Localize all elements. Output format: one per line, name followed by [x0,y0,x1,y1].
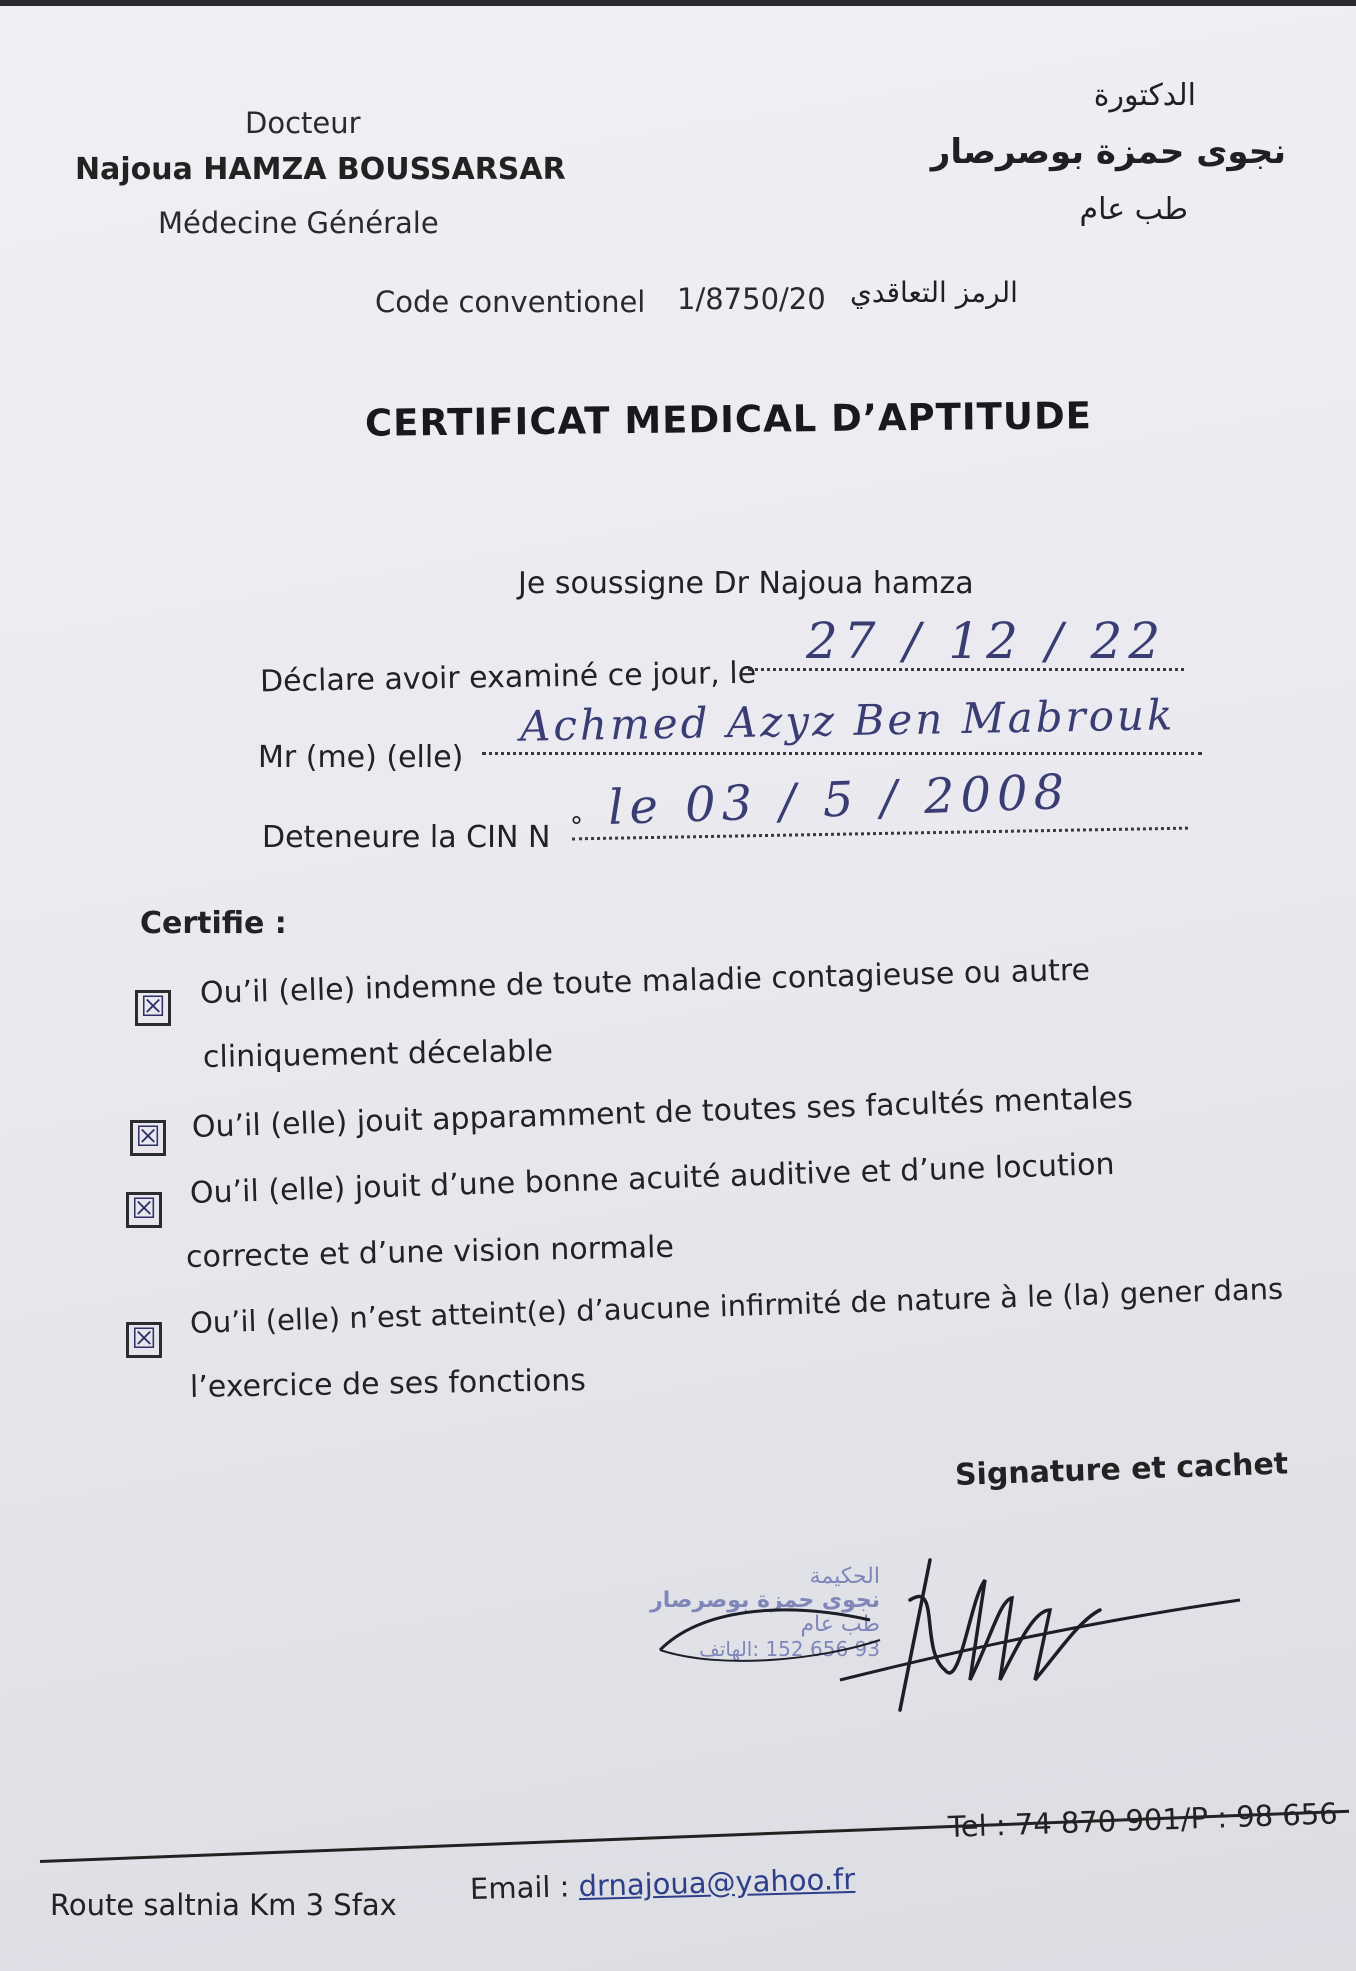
doctor-title-fr: Docteur [245,106,361,140]
checklist-item-1-line1: Ou’il (elle) indemne de toute maladie contagieuse ou autre [199,952,1091,1011]
signature-label: Signature et cachet [954,1446,1289,1493]
code-value: 1/8750/20 [677,282,826,316]
exam-date-label: Déclare avoir examiné ce jour, le [259,655,757,700]
stamp-line-4: 93 656 152 :الهاتف [699,1637,880,1661]
intro-statement: Je soussigne Dr Najoua hamza [518,566,974,601]
person-label: Mr (me) (elle) [258,740,464,775]
footer-telephone: Tel : 74 870 901/P : 98 656 [947,1796,1339,1844]
doctor-specialty-fr: Médecine Générale [158,206,439,240]
checklist-item-4-line1: Ou’il (elle) n’est atteint(e) d’aucune infirmité de nature à le (la) gener dans [189,1271,1284,1340]
stamp-line-2: نجوى حمزة بوصرصار [650,1588,880,1613]
stamp-line-3: طب عام [800,1612,880,1637]
code-label-ar: الرمز التعاقدي [850,276,1018,309]
person-line [482,752,1202,755]
doctor-name-fr: Najoua HAMZA BOUSSARSAR [75,152,566,187]
certifie-label: Certifie : [140,906,287,941]
checklist-item-3-line2: correcte et d’une vision normale [185,1229,675,1275]
checklist-item-1-line2: cliniquement décelable [202,1033,554,1075]
id-value: le 03 / 5 / 2008 [607,763,1072,837]
checkbox-hearing-vision[interactable]: ☒ [126,1192,162,1228]
footer-email-label: Email : [469,1869,570,1906]
checkbox-mental[interactable]: ☒ [130,1120,166,1156]
person-value: Achmed Azyz Ben Mabrouk [519,690,1176,751]
footer-address: Route saltnia Km 3 Sfax [50,1888,397,1922]
id-label: Deteneure la CIN N [262,820,551,855]
id-prefix: ° [570,812,583,842]
footer-email-link[interactable]: drnajoua@yahoo.fr [578,1861,856,1904]
checkbox-contagious[interactable]: ☒ [135,990,171,1026]
checklist-item-3-line1: Ou’il (elle) jouit d’une bonne acuité auditive et d’une locution [189,1146,1115,1211]
doctor-name-ar: نجوى حمزة بوصرصار [930,132,1286,172]
document-title: CERTIFICAT MEDICAL D’APTITUDE [364,394,1093,445]
checklist-item-4-line2: l’exercice de ses fonctions [189,1363,587,1405]
stamp-line-1: الحكيمة [809,1564,880,1589]
checkbox-infirmity[interactable]: ☒ [126,1322,162,1358]
exam-date-value: 27 / 12 / 22 [806,612,1167,670]
footer-email-block [470,1862,856,1906]
doctor-specialty-ar: طب عام [1079,192,1188,227]
handwritten-signature [640,1540,1260,1740]
doctor-title-ar: الدكتورة [1093,78,1196,113]
checklist-item-2-line1: Ou’il (elle) jouit apparamment de toutes ses facultés mentales [191,1080,1134,1145]
code-label: Code conventionel [375,285,646,319]
